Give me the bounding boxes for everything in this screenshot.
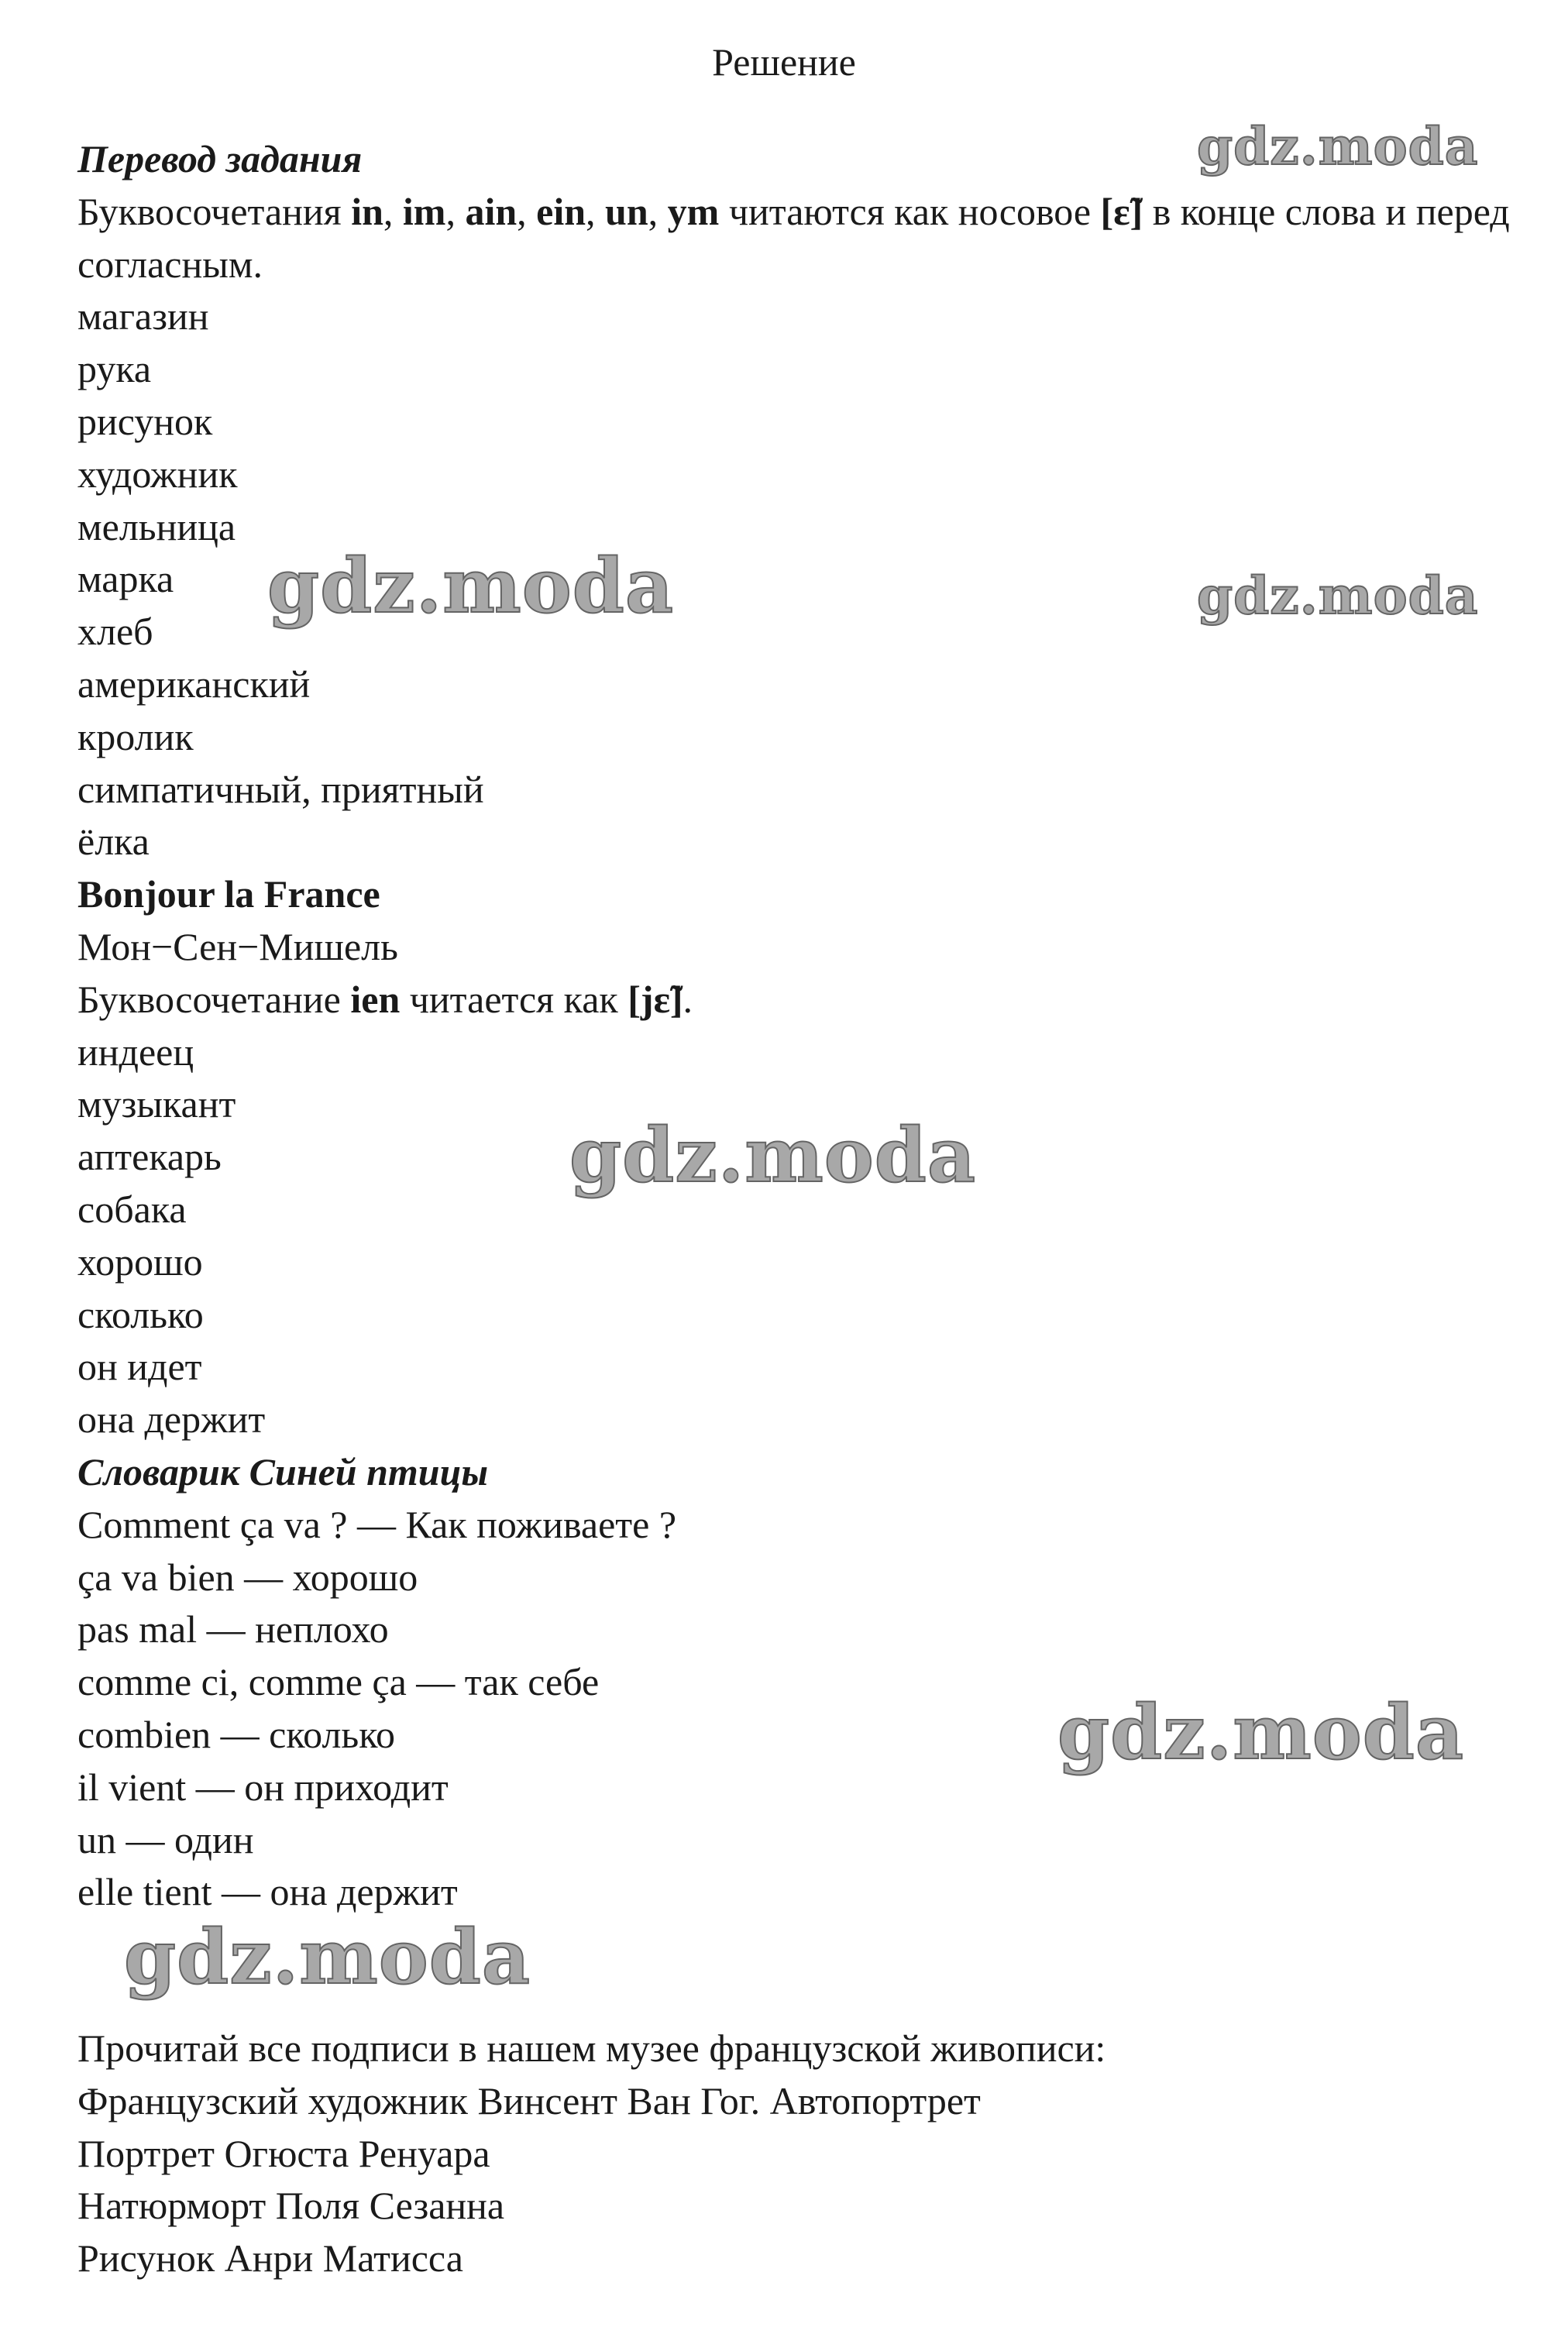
word-item: рисунок xyxy=(77,399,213,443)
place-name: Мон−Сен−Мишель xyxy=(77,924,398,968)
dictionary-entry: combien — сколько xyxy=(77,1712,395,1756)
combo-separator: , xyxy=(383,189,403,233)
combo-separator: , xyxy=(517,189,537,233)
combo-ain: ain xyxy=(465,189,518,233)
word-item: индеец xyxy=(77,1029,194,1074)
watermark-logo: gdz.moda xyxy=(1197,565,1479,626)
rule-prefix: Буквосочетание xyxy=(77,977,351,1021)
rule-ien xyxy=(77,974,1534,1026)
page-heading: Решение xyxy=(712,40,856,84)
word-item: хлеб xyxy=(77,610,153,654)
painting-caption: Портрет Огюста Ренуара xyxy=(77,2131,490,2175)
section-title-bonjour: Bonjour la France xyxy=(77,872,380,916)
word-item: марка xyxy=(77,557,174,601)
combo-ym: ym xyxy=(667,189,720,233)
painting-caption: Натюрморт Поля Сезанна xyxy=(77,2184,505,2228)
section-title-translation: Перевод задания xyxy=(77,137,363,180)
word-item: американский xyxy=(77,662,311,706)
combo-in: in xyxy=(351,189,383,233)
combo-separator: , xyxy=(445,189,466,233)
rule-prefix: Буквосочетания xyxy=(77,189,352,233)
combo-ien: ien xyxy=(350,977,401,1021)
painting-caption: Французский художник Винсент Ван Гог. Автопортрет xyxy=(77,2078,981,2122)
word-item: рука xyxy=(77,347,152,391)
combo-ein: ein xyxy=(536,189,586,233)
word-item: сколько xyxy=(77,1292,204,1336)
combo-un: un xyxy=(605,189,648,233)
dictionary-entry: il vient — он приходит xyxy=(77,1765,449,1809)
museum-intro: Прочитай все подписи в нашем музее французской живописи: xyxy=(77,2026,1106,2071)
rule-suffix: в конце слова и перед согласным. xyxy=(77,189,1510,286)
word-item: ёлка xyxy=(77,820,150,864)
painting-caption: Рисунок Анри Матисса xyxy=(77,2236,463,2281)
word-item: мельница xyxy=(77,504,236,548)
dictionary-entry: elle tient — она держит xyxy=(77,1870,458,1914)
rule-middle: читается как xyxy=(400,977,628,1021)
dictionary-entry: comme ci, comme ça — так себе xyxy=(77,1660,600,1704)
watermark-logo: gdz.moda xyxy=(569,1112,977,1199)
dictionary-entry: pas mal — неплохо xyxy=(77,1607,389,1652)
word-item: кролик xyxy=(77,714,194,758)
word-item: хорошо xyxy=(77,1239,203,1284)
rule-middle: читаются как носовое xyxy=(719,189,1101,233)
rule-nasal-vowel xyxy=(77,186,1534,291)
dictionary-entry: un — один xyxy=(77,1817,254,1861)
combo-separator: , xyxy=(648,189,668,233)
watermark-logo: gdz.moda xyxy=(1197,116,1479,177)
watermark-logo: gdz.moda xyxy=(267,542,675,630)
section-title-dictionary: Словарик Синей птицы xyxy=(77,1449,489,1493)
word-item: он идет xyxy=(77,1345,202,1389)
watermark-logo: gdz.moda xyxy=(1057,1689,1465,1776)
combo-im: im xyxy=(402,189,446,233)
word-item: музыкант xyxy=(77,1082,236,1126)
word-item: магазин xyxy=(77,294,209,339)
dictionary-entry: Comment ça va ? — Как поживаете ? xyxy=(77,1502,677,1546)
rule-suffix: . xyxy=(683,977,693,1021)
combo-separator: , xyxy=(586,189,606,233)
word-item: аптекарь xyxy=(77,1135,222,1179)
word-item: симпатичный, приятный xyxy=(77,767,484,811)
sound-transcription: [jɛ̃] xyxy=(628,977,683,1021)
watermark-logo: gdz.moda xyxy=(124,1913,531,2001)
word-item: собака xyxy=(77,1187,187,1231)
word-item: художник xyxy=(77,452,238,496)
sound-transcription: [ɛ̃] xyxy=(1100,189,1143,233)
dictionary-entry: ça va bien — хорошо xyxy=(77,1555,418,1599)
word-item: она держит xyxy=(77,1397,266,1442)
